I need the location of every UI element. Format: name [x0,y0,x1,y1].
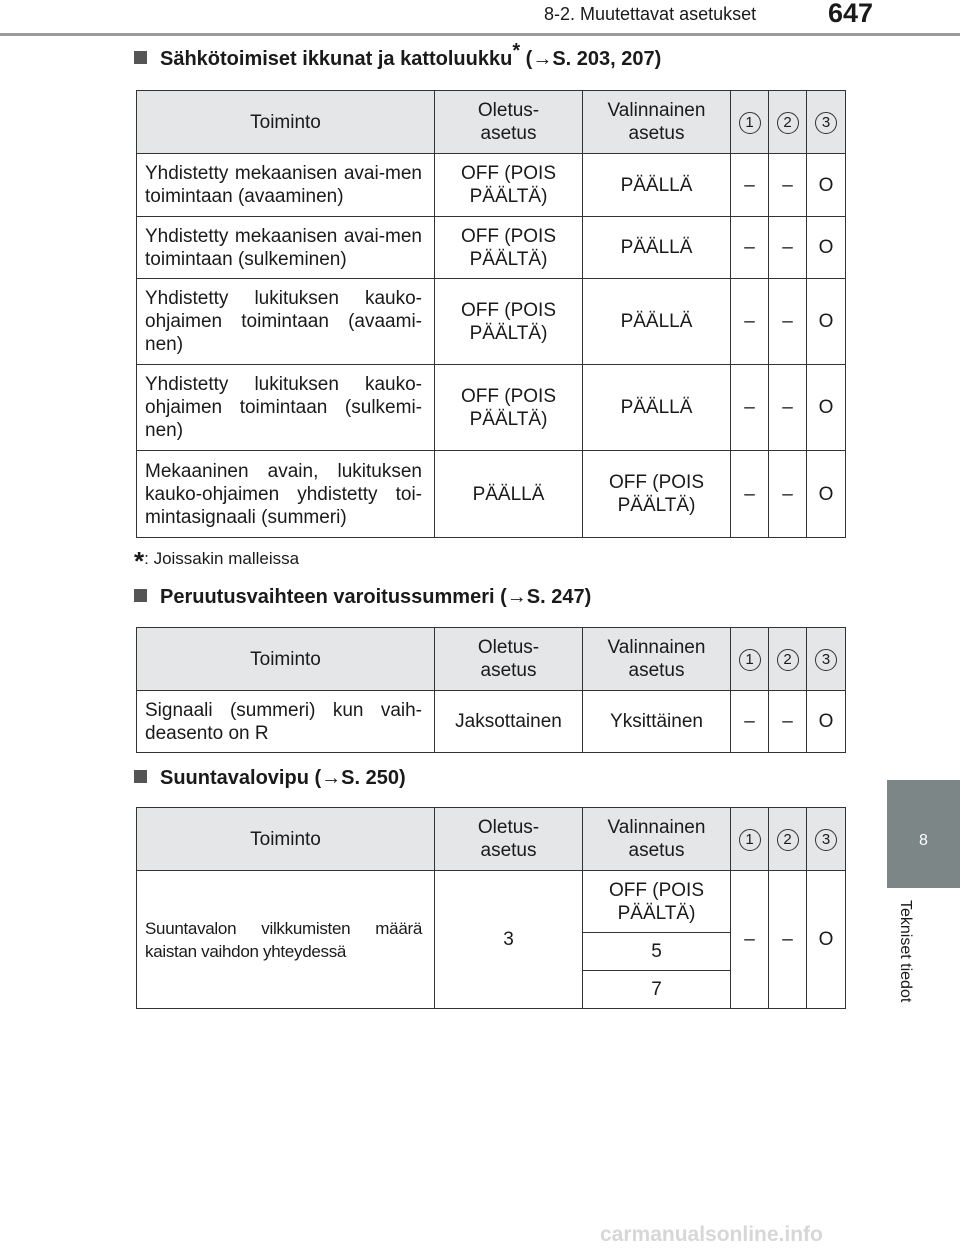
footnote-marker: * [512,40,521,62]
watermark: carmanualsonline.info [600,1223,823,1246]
col-header-optional: Valinnainen asetus [583,91,731,154]
col-header-function: Toiminto [137,91,435,154]
section-title-turn-signal: Suuntavalovipu (→S. 250) [134,767,406,790]
section-heading: 8-2. Muutettavat asetukset [544,4,757,24]
table-row: 7 [137,971,846,1009]
table-row: Yhdistetty lukituksen kauko-ohjaimen toimintaan (avaami-nen) OFF (POIS PÄÄLTÄ) PÄÄLLÄ – – O [137,279,846,365]
settings-table-windows [136,90,846,538]
bullet-square-icon [134,51,147,64]
page-reference: (→S. 203, 207) [520,48,662,70]
col-header-1: 1 [731,628,769,691]
chapter-number: 8 [919,832,928,849]
table-row: Yhdistetty lukituksen kauko-ohjaimen toimintaan (sulkemi-nen) OFF (POIS PÄÄLTÄ) PÄÄLLÄ – – O [137,365,846,451]
col-header-function: Toiminto [137,808,435,871]
col-header-3: 3 [807,808,846,871]
chapter-label: Tekniset tiedot [897,900,914,1003]
col-header-optional: Valinnainen asetus [583,808,731,871]
col-header-3: 3 [807,628,846,691]
col-header-default: Oletus- asetus [435,808,583,871]
settings-table-turn-signal [136,807,846,1009]
col-header-function: Toiminto [137,628,435,691]
header-rule [0,33,960,36]
col-header-2: 2 [769,808,807,871]
table-row: Yhdistetty mekaanisen avai-men toimintaan (sulkeminen) OFF (POIS PÄÄLTÄ) PÄÄLLÄ – – O [137,217,846,279]
table-row: Yhdistetty mekaanisen avai-men toimintaan (avaaminen) OFF (POIS PÄÄLTÄ) PÄÄLLÄ – – O [137,154,846,217]
col-header-default: Oletus- asetus [435,628,583,691]
bullet-square-icon [134,770,147,783]
col-header-default: Oletus- asetus [435,91,583,154]
section-title-windows: Sähkötoimiset ikkunat ja kattoluukku* (→S. 203, 207) [134,48,661,71]
table-row: Suuntavalon vilkkumisten määrä kaistan vaihdon yhteydessä 3 OFF (POIS PÄÄLTÄ) – – O [137,871,846,933]
page-number: 647 [828,0,874,28]
bullet-square-icon [134,589,147,602]
col-header-2: 2 [769,628,807,691]
table-row: Mekaaninen avain, lukituksen kauko-ohjaimen yhdistetty toi-mintasignaali (summeri) PÄÄLLÄ OFF (POIS PÄÄLTÄ) – – O [137,451,846,538]
table-header-row [137,628,846,691]
table-row: 5 [137,933,846,971]
chapter-tab [887,780,960,888]
footnote: *: Joissakin malleissa [134,546,300,576]
table-header-row [137,808,846,871]
col-header-3: 3 [807,91,846,154]
col-header-1: 1 [731,91,769,154]
table-row: Signaali (summeri) kun vaih-deasento on R Jaksottainen Yksittäinen – – O [137,691,846,753]
col-header-2: 2 [769,91,807,154]
settings-table-reverse-buzzer [136,627,846,753]
section-title-reverse-buzzer: Peruutusvaihteen varoitussummeri (→S. 247) [134,586,591,609]
col-header-optional: Valinnainen asetus [583,628,731,691]
page-reference: (→S. 247) [494,586,592,608]
table-header-row [137,91,846,154]
col-header-1: 1 [731,808,769,871]
page-reference: (→S. 250) [308,767,406,789]
